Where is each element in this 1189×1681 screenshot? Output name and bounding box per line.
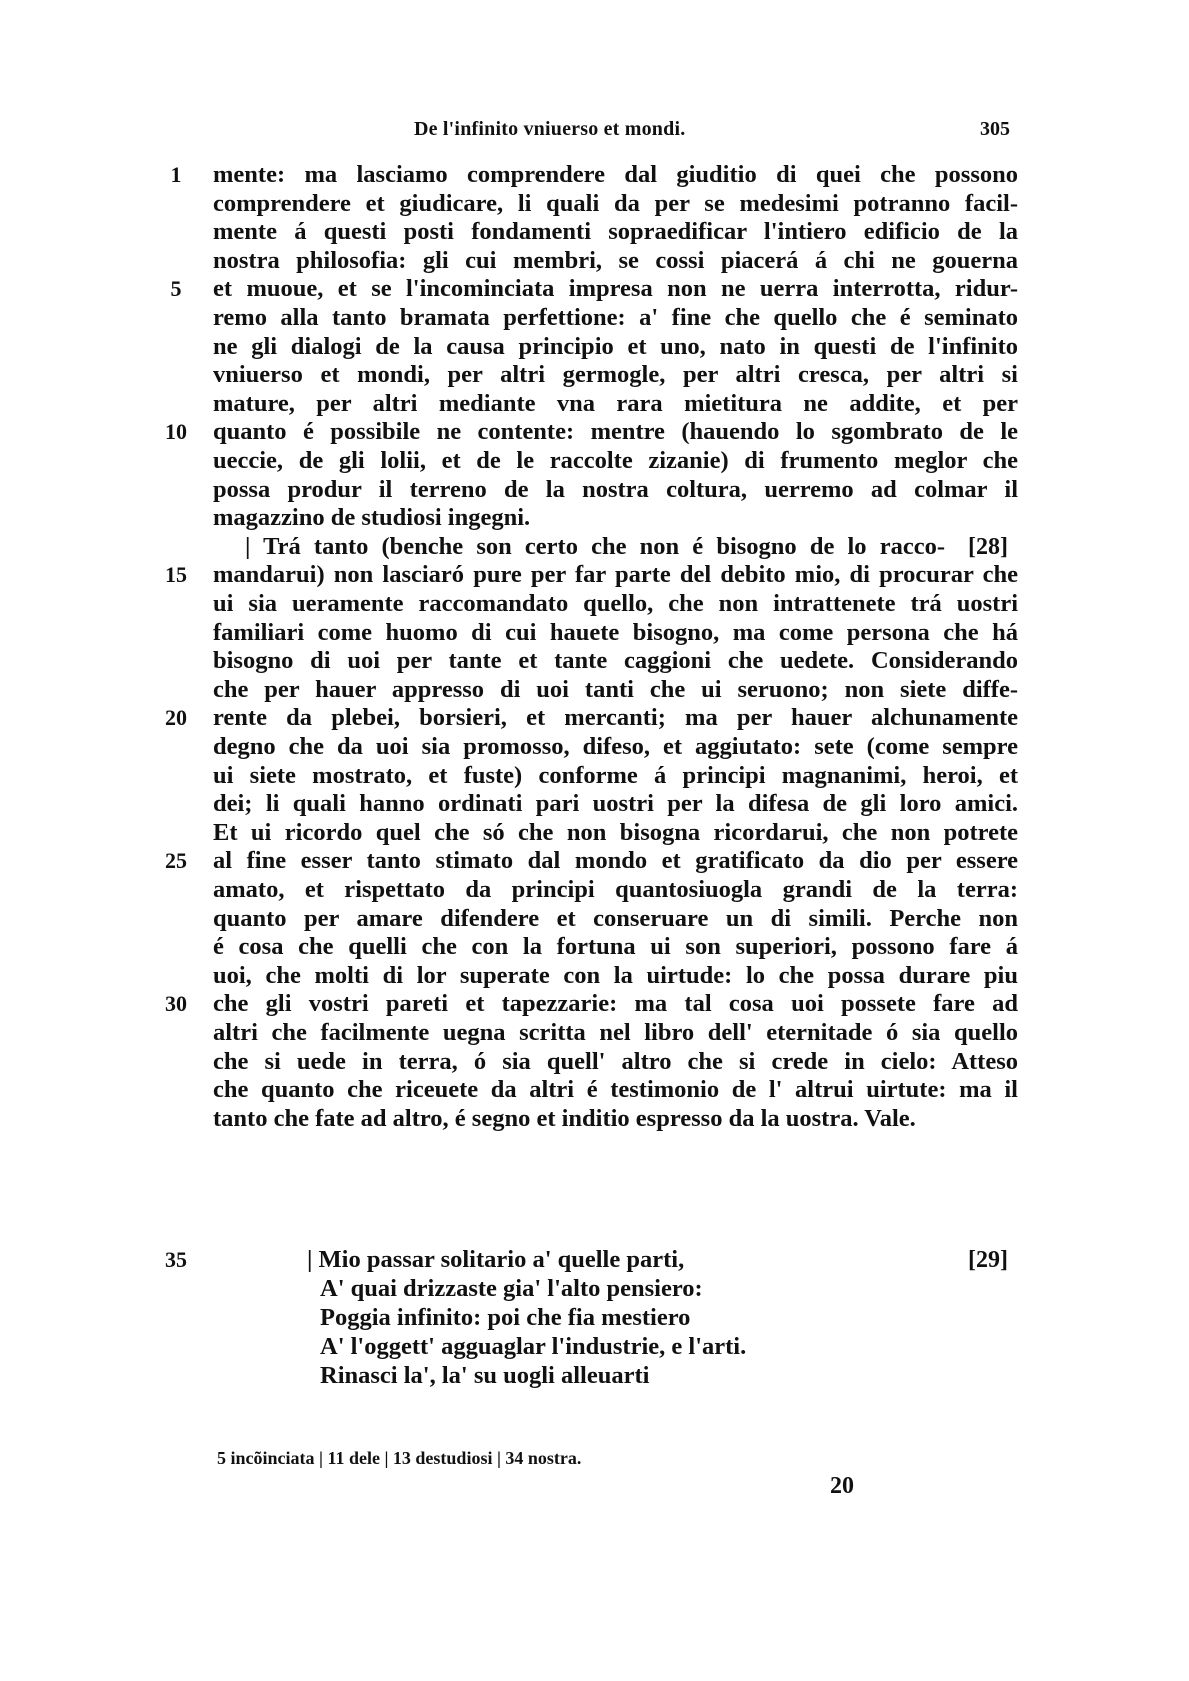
line-number: 10 bbox=[165, 419, 187, 445]
text-line: altri che facilmente uegna scritta nel libro dell' eternitade ó sia quello bbox=[213, 1019, 1018, 1046]
signature-mark: 20 bbox=[830, 1473, 854, 1499]
line-number: 25 bbox=[165, 848, 187, 874]
line-number: 5 bbox=[170, 276, 182, 302]
text-line: che gli vostri pareti et tapezzarie: ma tal cosa uoi possete fare ad bbox=[213, 990, 1018, 1018]
line-number: 20 bbox=[165, 705, 187, 731]
verse-line: A' quai drizzaste gia' l'alto pensiero: bbox=[320, 1275, 703, 1302]
text-line: ne gli dialogi de la causa principio et uno, nato in questi de l'infinito bbox=[213, 332, 1018, 360]
text-line: rente da plebei, borsieri, et mercanti; ma per hauer alchunamente bbox=[213, 704, 1018, 732]
text-line: che si uede in terra, ó sia quell' altro che si crede in cielo: Atteso bbox=[213, 1047, 1018, 1075]
text-line: et muoue, et se l'incominciata impresa non ne uerra interrotta, ridur- bbox=[213, 275, 1018, 303]
text-line: familiari come huomo di cui hauete bisogno, ma come persona che há bbox=[213, 618, 1018, 646]
text-line: mandarui) non lasciaró pure per far parte del debito mio, di procurar che bbox=[213, 561, 1018, 589]
text-line: remo alla tanto bramata perfettione: a' fine che quello che é seminato bbox=[213, 304, 1018, 331]
line-number: 30 bbox=[165, 991, 187, 1017]
running-title: De l'infinito vniuerso et mondi. bbox=[414, 118, 686, 140]
text-line: al fine esser tanto stimato dal mondo et gratificato da dio per essere bbox=[213, 847, 1018, 875]
margin-reference: [28] bbox=[968, 533, 1008, 560]
text-line: ueccie, de gli lolii, et de le raccolte zizanie) di frumento meglor che bbox=[213, 447, 1018, 474]
line-number: 15 bbox=[165, 562, 187, 588]
critical-apparatus: 5 incõinciata | 11 dele | 13 destudiosi | 34 nostra. bbox=[217, 1448, 582, 1468]
text-line: vniuerso et mondi, per altri germogle, per altri cresca, per altri si bbox=[213, 361, 1018, 389]
text-line: quanto é possibile ne contente: mentre (hauendo lo sgombrato de le bbox=[213, 418, 1018, 446]
line-number: 1 bbox=[170, 162, 182, 187]
text-line: uoi, che molti di lor superate con la uirtude: lo che possa durare piu bbox=[213, 961, 1018, 989]
text-line: tanto che fate ad altro, é segno et inditio espresso da la uostra. Vale. bbox=[213, 1104, 916, 1132]
text-line: che per hauer appresso di uoi tanti che ui seruono; non siete diffe- bbox=[213, 675, 1018, 703]
text-line: ui sia ueramente raccomandato quello, che non intrattenete trá uostri bbox=[213, 590, 1018, 617]
text-line: comprendere et giudicare, li quali da per se medesimi potranno facil- bbox=[213, 189, 1018, 217]
text-line: mente: ma lasciamo comprendere dal giuditio di quei che possono bbox=[213, 161, 1018, 188]
text-line: nostra philosofia: gli cui membri, se cossi piacerá á chi ne gouerna bbox=[213, 246, 1018, 274]
text-line: amato, et rispettato da principi quantosiuogla grandi de la terra: bbox=[213, 876, 1018, 903]
text-line: dei; li quali hanno ordinati pari uostri per la difesa de gli loro amici. bbox=[213, 790, 1018, 818]
text-line: degno che da uoi sia promosso, difeso, et aggiutato: sete (come sempre bbox=[213, 733, 1018, 760]
text-line: possa produr il terreno de la nostra coltura, uerremo ad colmar il bbox=[213, 475, 1018, 503]
text-line: quanto per amare difendere et conseruare un di simili. Perche non bbox=[213, 904, 1018, 932]
verse-line: Poggia infinito: poi che fia mestiero bbox=[320, 1304, 691, 1331]
text-line: é cosa che quelli che con la fortuna ui son superiori, possono fare á bbox=[213, 933, 1018, 961]
margin-reference: [29] bbox=[968, 1247, 1008, 1273]
text-line: che quanto che riceuete da altri é testimonio de l' altrui uirtute: ma il bbox=[213, 1076, 1018, 1104]
text-line: mente á questi posti fondamenti sopraedificar l'intiero edificio de la bbox=[213, 218, 1018, 246]
verse-line: | Mio passar solitario a' quelle parti, bbox=[307, 1246, 685, 1273]
text-line: Et ui ricordo quel che só che non bisogna ricordarui, che non potrete bbox=[213, 818, 1018, 846]
text-line: | Trá tanto (benche son certo che non é bisogno de lo racco- bbox=[245, 532, 945, 560]
verse-line: A' l'oggett' agguaglar l'industrie, e l'arti. bbox=[320, 1333, 747, 1360]
verse-line: Rinasci la', la' su uogli alleuarti bbox=[320, 1362, 650, 1389]
page-number: 305 bbox=[980, 118, 1010, 140]
text-line: bisogno di uoi per tante et tante caggioni che uedete. Considerando bbox=[213, 647, 1018, 675]
text-line: magazzino de studiosi ingegni. bbox=[213, 504, 531, 532]
text-line: ui siete mostrato, et fuste) conforme á principi magnanimi, heroi, et bbox=[213, 761, 1018, 789]
line-number: 35 bbox=[165, 1247, 187, 1272]
text-line: mature, per altri mediante vna rara mietitura ne addite, et per bbox=[213, 389, 1018, 417]
